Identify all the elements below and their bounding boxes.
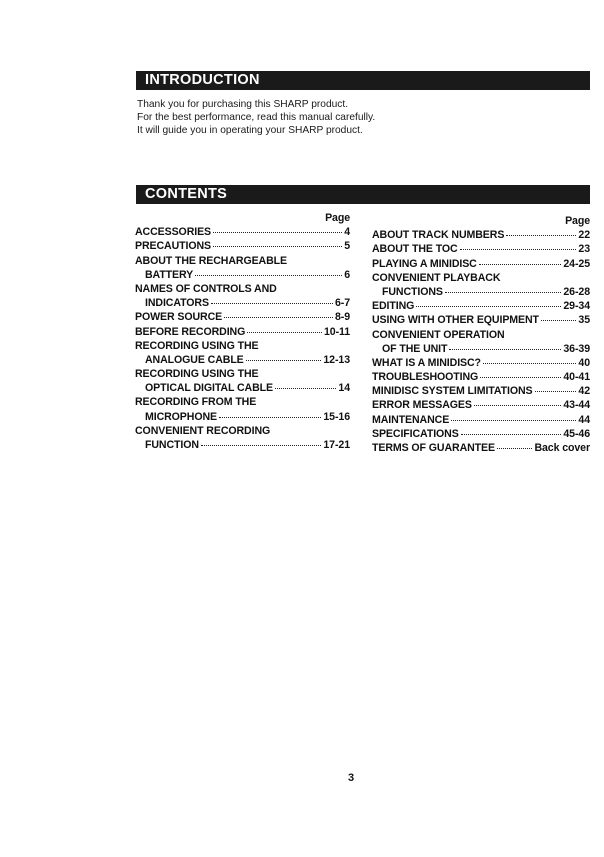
toc-entry-page: 22 bbox=[578, 229, 590, 242]
toc-entry-page: 26-28 bbox=[563, 285, 590, 298]
toc-entry bbox=[372, 299, 590, 313]
toc-entry bbox=[135, 310, 350, 324]
toc-entry bbox=[135, 325, 350, 339]
toc-leader-dots bbox=[483, 363, 576, 364]
intro-line: For the best performance, read this manual carefully. bbox=[137, 111, 376, 123]
toc-leader-dots bbox=[275, 388, 336, 389]
toc-entry-title: EDITING bbox=[372, 300, 415, 313]
toc-entry bbox=[135, 353, 350, 367]
toc-leader-dots bbox=[541, 320, 577, 321]
toc-entry-page: 12-13 bbox=[323, 353, 350, 366]
toc-entry bbox=[372, 342, 590, 356]
toc-entry bbox=[372, 328, 590, 342]
toc-entry-title: ACCESSORIES bbox=[135, 226, 212, 239]
page-number: 3 bbox=[348, 772, 355, 784]
toc-leader-dots bbox=[219, 417, 321, 418]
toc-entry-title: ANALOGUE CABLE bbox=[145, 353, 244, 366]
introduction-heading-bar bbox=[136, 71, 590, 90]
toc-entry bbox=[372, 398, 590, 412]
toc-leader-dots bbox=[479, 264, 562, 265]
toc-entry-title: ERROR MESSAGES bbox=[372, 399, 472, 412]
toc-entry bbox=[372, 242, 590, 256]
toc-entry bbox=[135, 296, 350, 310]
toc-entry-page: 6 bbox=[344, 268, 350, 281]
toc-entry bbox=[135, 424, 350, 438]
toc-entry bbox=[372, 413, 590, 427]
toc-entry-title: WHAT IS A MINIDISC? bbox=[372, 356, 481, 369]
toc-entry bbox=[135, 282, 350, 296]
toc-entry-page: 36-39 bbox=[563, 342, 590, 355]
toc-entry-page: 8-9 bbox=[334, 311, 350, 324]
toc-entry bbox=[135, 268, 350, 282]
toc-leader-dots bbox=[480, 377, 561, 378]
toc-entry-title: CONVENIENT PLAYBACK bbox=[372, 271, 501, 284]
toc-entry bbox=[372, 228, 590, 242]
toc-entry-title: SPECIFICATIONS bbox=[372, 427, 459, 440]
toc-entry-title: MICROPHONE bbox=[145, 410, 217, 423]
contents-right-column bbox=[372, 211, 590, 455]
contents-left-column bbox=[135, 211, 350, 452]
toc-entry-page: 23 bbox=[578, 243, 590, 256]
toc-entry-page: 17-21 bbox=[323, 439, 350, 451]
toc-entry bbox=[135, 254, 350, 268]
toc-entry-title: ABOUT THE RECHARGEABLE bbox=[135, 254, 287, 267]
toc-leader-dots bbox=[461, 434, 562, 435]
toc-entry-page: 43-44 bbox=[563, 399, 590, 412]
toc-leader-dots bbox=[497, 448, 532, 449]
toc-entry-page: 4 bbox=[344, 226, 350, 239]
toc-entry-title: OPTICAL DIGITAL CABLE bbox=[145, 382, 273, 395]
toc-entry-title: FUNCTION bbox=[145, 439, 199, 451]
page-column-label: Page bbox=[325, 212, 350, 224]
toc-entry-page: 24-25 bbox=[563, 257, 590, 270]
toc-leader-dots bbox=[213, 232, 342, 233]
toc-entry-title: PRECAUTIONS bbox=[135, 240, 212, 253]
toc-entry-title: MAINTENANCE bbox=[372, 413, 450, 426]
toc-entry-page: 40-41 bbox=[563, 371, 590, 384]
introduction-text bbox=[137, 99, 577, 137]
toc-entry bbox=[372, 441, 590, 455]
contents-heading: CONTENTS bbox=[136, 185, 235, 204]
toc-entry-title: ABOUT THE TOC bbox=[372, 243, 458, 256]
toc-leader-dots bbox=[211, 303, 333, 304]
toc-entry-title: MINIDISC SYSTEM LIMITATIONS bbox=[372, 385, 533, 398]
toc-entry-title: PLAYING A MINIDISC bbox=[372, 257, 477, 270]
toc-entry bbox=[135, 410, 350, 424]
toc-leader-dots bbox=[506, 235, 576, 236]
toc-entry-page: 10-11 bbox=[323, 325, 350, 338]
toc-entry-page: 6-7 bbox=[334, 297, 350, 310]
toc-entry-title: TROUBLESHOOTING bbox=[372, 371, 479, 384]
page-column-label: Page bbox=[565, 215, 590, 227]
toc-leader-dots bbox=[224, 317, 333, 318]
toc-entry-title: BATTERY bbox=[145, 268, 194, 281]
toc-entry bbox=[135, 339, 350, 353]
toc-entry bbox=[372, 271, 590, 285]
intro-line: Thank you for purchasing this SHARP product. bbox=[137, 99, 349, 110]
toc-leader-dots bbox=[246, 360, 322, 361]
toc-entry bbox=[135, 438, 350, 452]
toc-entry bbox=[135, 239, 350, 253]
toc-leader-dots bbox=[247, 332, 322, 333]
toc-entry bbox=[372, 356, 590, 370]
toc-entry-page: 14 bbox=[338, 382, 350, 395]
contents-heading-bar bbox=[136, 185, 590, 204]
toc-entry-title: CONVENIENT OPERATION bbox=[372, 328, 505, 341]
toc-entry-page: 42 bbox=[578, 385, 590, 398]
toc-leader-dots bbox=[195, 275, 342, 276]
toc-entry-title: ABOUT TRACK NUMBERS bbox=[372, 229, 505, 242]
toc-entry-title: BEFORE RECORDING bbox=[135, 325, 246, 338]
toc-entry-title: USING WITH OTHER EQUIPMENT bbox=[372, 314, 539, 327]
toc-entry-title: NAMES OF CONTROLS AND bbox=[135, 282, 277, 295]
toc-leader-dots bbox=[451, 420, 576, 421]
toc-leader-dots bbox=[449, 349, 561, 350]
toc-leader-dots bbox=[445, 292, 561, 293]
intro-line: It will guide you in operating your SHARP product. bbox=[137, 124, 363, 136]
toc-entry-title: POWER SOURCE bbox=[135, 311, 223, 324]
toc-entry bbox=[372, 427, 590, 441]
toc-entry-page: 29-34 bbox=[563, 300, 590, 313]
toc-entry-page: 5 bbox=[344, 240, 350, 253]
toc-entry bbox=[372, 257, 590, 271]
toc-entry bbox=[372, 285, 590, 299]
toc-entry-page: Back cover bbox=[534, 442, 590, 454]
toc-entry-title: TERMS OF GUARANTEE bbox=[372, 442, 495, 454]
toc-entry-title: OF THE UNIT bbox=[382, 342, 448, 355]
toc-entry-page: 45-46 bbox=[563, 427, 590, 440]
toc-entry-title: FUNCTIONS bbox=[382, 285, 443, 298]
toc-entry bbox=[135, 225, 350, 239]
toc-entry bbox=[135, 367, 350, 381]
toc-entry bbox=[135, 395, 350, 409]
toc-entry-page: 44 bbox=[578, 413, 590, 426]
toc-leader-dots bbox=[213, 246, 342, 247]
toc-leader-dots bbox=[474, 405, 562, 406]
toc-entry-title: INDICATORS bbox=[145, 297, 209, 310]
toc-entry-title: RECORDING USING THE bbox=[135, 339, 259, 352]
toc-leader-dots bbox=[416, 306, 561, 307]
toc-entry bbox=[372, 370, 590, 384]
introduction-heading: INTRODUCTION bbox=[136, 71, 268, 90]
toc-entry-page: 35 bbox=[578, 314, 590, 327]
toc-leader-dots bbox=[535, 391, 577, 392]
toc-entry-title: RECORDING FROM THE bbox=[135, 396, 257, 409]
toc-entry-page: 40 bbox=[578, 356, 590, 369]
toc-entry-title: RECORDING USING THE bbox=[135, 368, 259, 381]
toc-entry-page: 15-16 bbox=[323, 410, 350, 423]
toc-entry bbox=[372, 313, 590, 327]
toc-entry bbox=[372, 384, 590, 398]
toc-leader-dots bbox=[201, 445, 321, 446]
toc-leader-dots bbox=[460, 249, 577, 250]
toc-entry-title: CONVENIENT RECORDING bbox=[135, 424, 271, 437]
toc-entry bbox=[135, 381, 350, 395]
